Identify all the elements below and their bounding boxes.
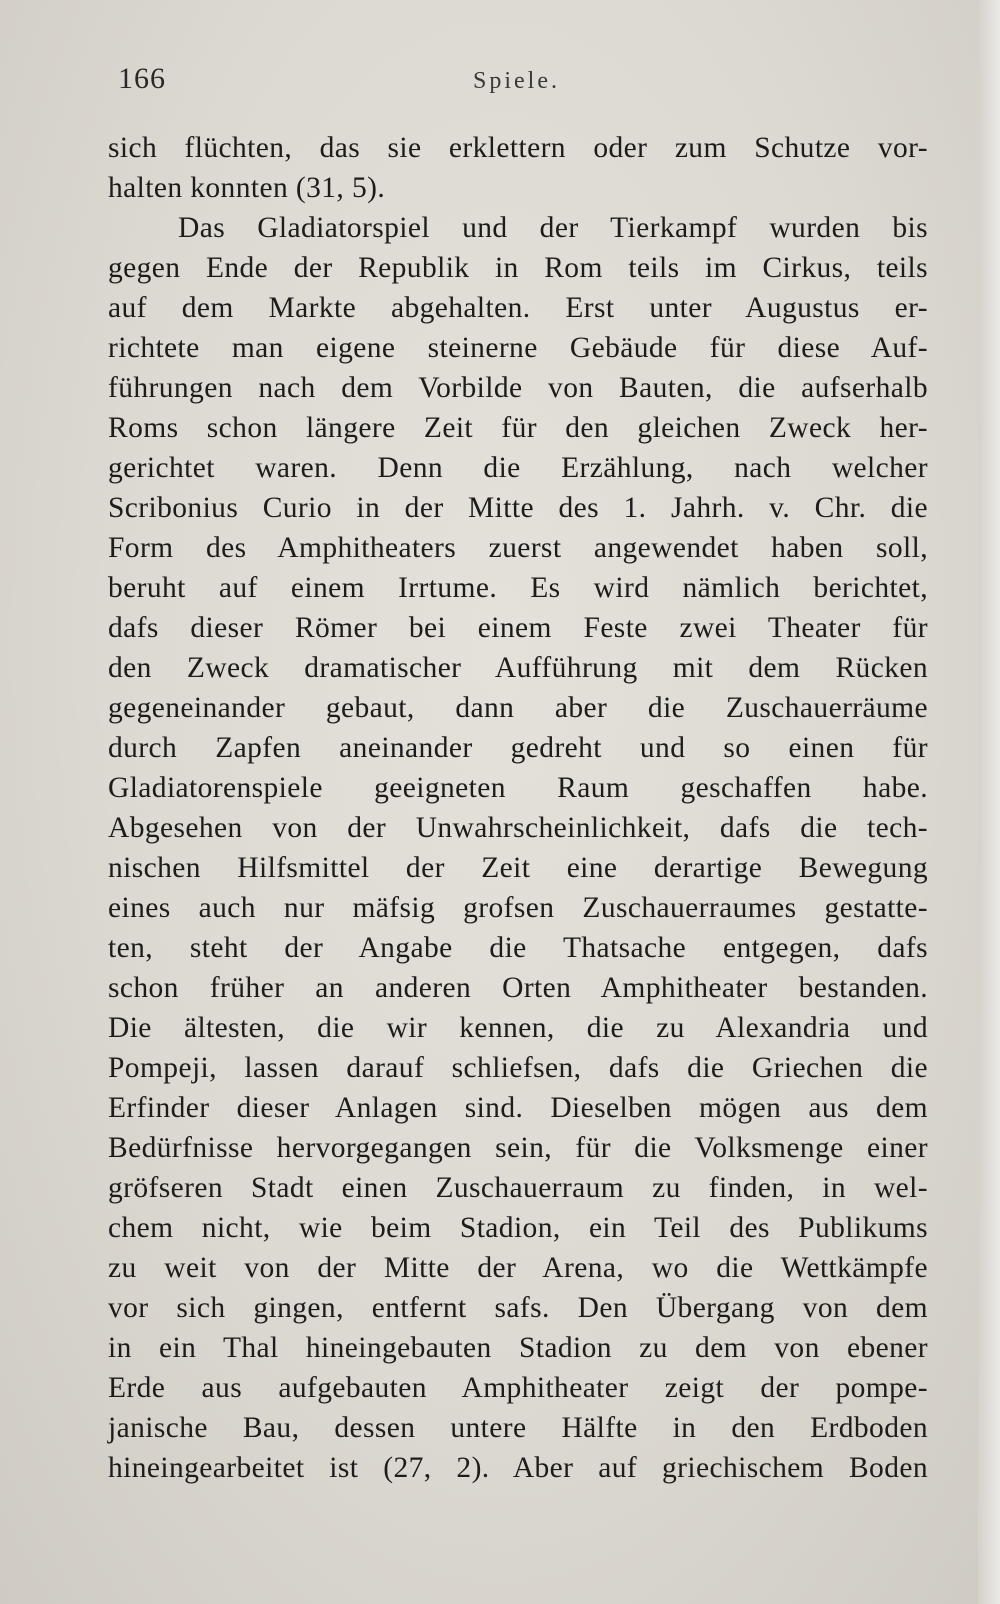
text-line: führungen nach dem Vorbilde von Bauten, die aufserhalb <box>108 372 928 404</box>
page-number: 166 <box>118 62 166 95</box>
text-line: gegen Ende der Republik in Rom teils im Cirkus, teils <box>108 252 928 284</box>
text-line: dafs dieser Römer bei einem Feste zwei Theater für <box>108 612 928 644</box>
text-line: nischen Hilfsmittel der Zeit eine derartige Bewegung <box>108 852 928 884</box>
text-line: hineingearbeitet ist (27, 2). Aber auf griechischem Boden <box>108 1452 928 1484</box>
body-text <box>108 128 928 1488</box>
text-line: Pompeji, lassen darauf schliefsen, dafs die Griechen die <box>108 1052 928 1084</box>
text-line: Abgesehen von der Unwahrscheinlichkeit, dafs die tech- <box>108 812 928 844</box>
page-edge <box>978 0 1000 1604</box>
text-line: chem nicht, wie beim Stadion, ein Teil des Publikums <box>108 1212 928 1244</box>
text-line: Das Gladiatorspiel und der Tierkampf wurden bis <box>178 212 928 244</box>
text-line: sich flüchten, das sie erklettern oder zum Schutze vor- <box>108 132 928 164</box>
text-line: vor sich gingen, entfernt safs. Den Übergang von dem <box>108 1292 928 1324</box>
text-line: Roms schon längere Zeit für den gleichen Zweck her- <box>108 412 928 444</box>
text-line: ten, steht der Angabe die Thatsache entgegen, dafs <box>108 932 928 964</box>
text-line: Die ältesten, die wir kennen, die zu Alexandria und <box>108 1012 928 1044</box>
text-line: auf dem Markte abgehalten. Erst unter Augustus er- <box>108 292 928 324</box>
text-line: gröfseren Stadt einen Zuschauerraum zu finden, in wel- <box>108 1172 928 1204</box>
text-line: zu weit von der Mitte der Arena, wo die Wettkämpfe <box>108 1252 928 1284</box>
text-line: Form des Amphitheaters zuerst angewendet haben soll, <box>108 532 928 564</box>
text-line: Scribonius Curio in der Mitte des 1. Jahrh. v. Chr. die <box>108 492 928 524</box>
running-title: Spiele. <box>473 68 560 94</box>
text-line: janische Bau, dessen untere Hälfte in den Erdboden <box>108 1412 928 1444</box>
text-line: gerichtet waren. Denn die Erzählung, nach welcher <box>108 452 928 484</box>
text-line: gegeneinander gebaut, dann aber die Zuschauerräume <box>108 692 928 724</box>
page-header <box>118 62 898 102</box>
text-line: schon früher an anderen Orten Amphitheater bestanden. <box>108 972 928 1004</box>
text-line: den Zweck dramatischer Aufführung mit dem Rücken <box>108 652 928 684</box>
text-line: Erde aus aufgebauten Amphitheater zeigt der pompe- <box>108 1372 928 1404</box>
text-line: eines auch nur mäfsig grofsen Zuschauerraumes gestatte- <box>108 892 928 924</box>
text-line: halten konnten (31, 5). <box>108 172 386 204</box>
text-line: Gladiatorenspiele geeigneten Raum geschaffen habe. <box>108 772 928 804</box>
text-line: durch Zapfen aneinander gedreht und so einen für <box>108 732 928 764</box>
text-line: richtete man eigene steinerne Gebäude für diese Auf- <box>108 332 928 364</box>
text-line: Bedürfnisse hervorgegangen sein, für die Volksmenge einer <box>108 1132 928 1164</box>
text-line: beruht auf einem Irrtume. Es wird nämlich berichtet, <box>108 572 928 604</box>
text-line: in ein Thal hineingebauten Stadion zu dem von ebener <box>108 1332 928 1364</box>
text-line: Erfinder dieser Anlagen sind. Dieselben mögen aus dem <box>108 1092 928 1124</box>
